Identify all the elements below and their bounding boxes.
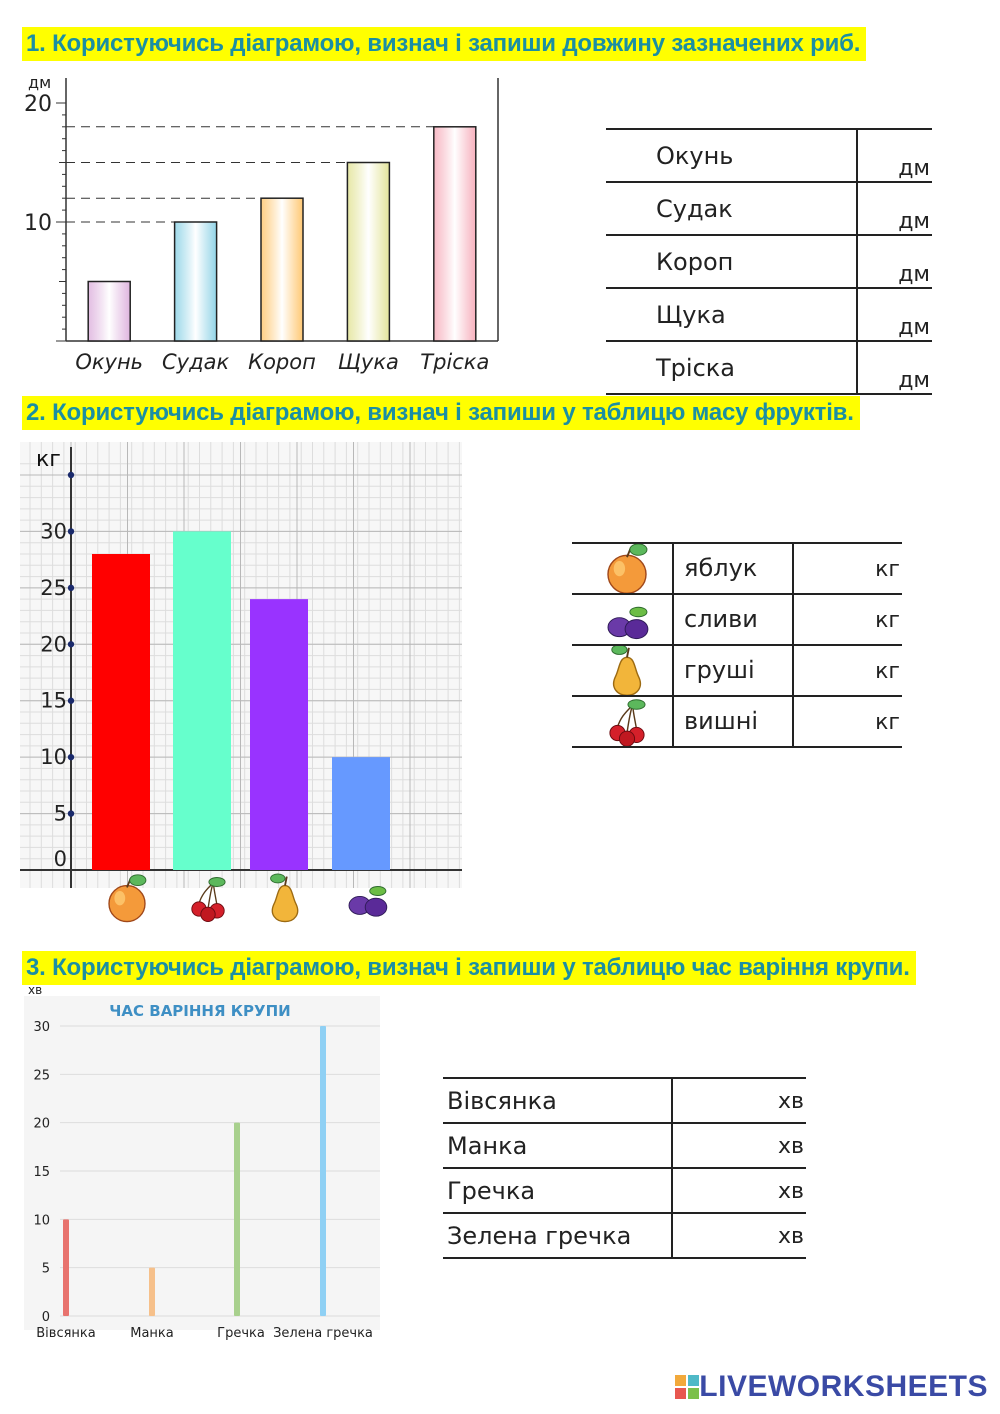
- row-name-label: сливи: [672, 595, 758, 644]
- y-tick-dot: [68, 698, 74, 704]
- y-axis-unit: кг: [36, 447, 61, 472]
- unit-label: хв: [778, 1133, 804, 1159]
- y-axis-unit: дм: [28, 73, 52, 92]
- row-name-cell: [606, 182, 857, 235]
- row-name-label: Гречка: [447, 1176, 536, 1205]
- task2-title: 2. Користуючись діаграмою, визнач і запиши у таблицю масу фруктів.: [22, 396, 860, 430]
- row-name-label: Зелена гречка: [447, 1221, 632, 1250]
- unit-label: кг: [875, 658, 900, 684]
- row-answer-cell: [793, 645, 902, 696]
- y-tick-label: 10: [24, 211, 52, 236]
- x-tick-label: Зелена гречка: [273, 1326, 373, 1341]
- bar: [88, 282, 130, 342]
- unit-label: дм: [898, 315, 930, 340]
- unit-label: хв: [778, 1088, 804, 1114]
- answer-input[interactable]: [868, 130, 932, 156]
- y-tick-label: 25: [33, 1068, 50, 1084]
- row-name-cell: [606, 235, 857, 288]
- table-row: [606, 235, 932, 288]
- table-row: [606, 341, 932, 394]
- fish-answer-table: [606, 128, 932, 395]
- table-row: [443, 1213, 806, 1258]
- x-tick-label: Вівсянка: [36, 1326, 96, 1341]
- pear-icon: [572, 646, 672, 695]
- answer-input[interactable]: [714, 1223, 778, 1249]
- cherry-icon: [572, 697, 672, 746]
- fruit-mass-chart: [20, 442, 470, 924]
- fish-length-chart: [20, 68, 500, 380]
- answer-input[interactable]: [868, 342, 932, 368]
- row-name-cell: [606, 341, 857, 394]
- y-tick-label: 20: [40, 632, 67, 657]
- bar: [347, 163, 389, 342]
- unit-label: хв: [778, 1178, 804, 1204]
- cooking-time-chart: [20, 984, 385, 1344]
- y-tick-label: 15: [40, 688, 67, 713]
- row-name-label: яблук: [672, 544, 757, 593]
- unit-label: кг: [875, 556, 900, 582]
- task1-title: 1. Користуючись діаграмою, визнач і запиши довжину зазначених риб.: [22, 27, 866, 61]
- x-tick-label: Манка: [130, 1326, 174, 1341]
- answer-input[interactable]: [868, 289, 932, 315]
- y-tick-label: 0: [53, 847, 67, 871]
- row-name-cell: [572, 543, 793, 594]
- row-name-label: Короп: [656, 247, 734, 276]
- row-answer-cell: [672, 1213, 806, 1258]
- row-name-cell: [606, 129, 857, 182]
- plum-icon: [572, 595, 672, 644]
- plum-icon: [349, 887, 387, 917]
- table-row: [443, 1078, 806, 1123]
- row-answer-cell: [857, 182, 932, 235]
- row-name-label: груші: [672, 646, 755, 695]
- row-answer-cell: [672, 1168, 806, 1213]
- chart-background: [24, 996, 380, 1330]
- x-tick-label: Окунь: [75, 350, 144, 374]
- table-row: [572, 594, 902, 645]
- answer-input[interactable]: [811, 658, 875, 684]
- table-row: [443, 1123, 806, 1168]
- row-answer-cell: [672, 1123, 806, 1168]
- bar: [261, 198, 303, 341]
- answer-input[interactable]: [714, 1088, 778, 1114]
- x-tick-label: Щука: [337, 350, 399, 374]
- y-tick-label: 5: [41, 1261, 50, 1277]
- bar: [63, 1219, 69, 1316]
- y-tick-label: 15: [33, 1165, 50, 1180]
- cereal-answer-table: [443, 1077, 806, 1259]
- row-answer-cell: [793, 543, 902, 594]
- row-name-cell: [443, 1213, 672, 1258]
- bar: [234, 1123, 240, 1316]
- y-tick-label: 10: [40, 745, 67, 770]
- answer-input[interactable]: [811, 607, 875, 633]
- row-answer-cell: [672, 1078, 806, 1123]
- unit-label: кг: [875, 709, 900, 735]
- unit-label: дм: [898, 262, 930, 287]
- row-name-label: вишні: [672, 697, 758, 746]
- bar: [92, 554, 150, 870]
- apple-icon: [572, 544, 672, 593]
- task3-title: 3. Користуючись діаграмою, визнач і запиши у таблицю час варіння крупи.: [22, 951, 916, 985]
- x-tick-label: Судак: [162, 350, 230, 374]
- y-tick-label: 30: [40, 519, 67, 544]
- bar: [434, 127, 476, 341]
- row-answer-cell: [793, 594, 902, 645]
- row-name-cell: [606, 288, 857, 341]
- bar: [173, 531, 231, 870]
- row-name-label: Щука: [656, 300, 726, 329]
- y-axis-unit: хв: [28, 984, 43, 997]
- bar: [320, 1026, 326, 1316]
- table-row: [572, 645, 902, 696]
- y-tick-label: 25: [40, 575, 67, 600]
- y-tick-dot: [68, 472, 74, 478]
- unit-label: дм: [898, 209, 930, 234]
- answer-input[interactable]: [811, 556, 875, 582]
- table-row: [443, 1168, 806, 1213]
- row-answer-cell: [857, 129, 932, 182]
- x-tick-label: Тріска: [420, 350, 490, 374]
- chart-title: ЧАС ВАРІННЯ КРУПИ: [109, 1002, 291, 1020]
- unit-label: дм: [898, 368, 930, 393]
- apple-icon: [608, 544, 647, 593]
- row-name-cell: [443, 1078, 672, 1123]
- row-answer-cell: [857, 288, 932, 341]
- row-name-label: Тріска: [656, 353, 735, 382]
- unit-label: дм: [898, 156, 930, 181]
- row-answer-cell: [793, 696, 902, 747]
- row-name-cell: [572, 645, 793, 696]
- y-tick-label: 20: [33, 1116, 50, 1132]
- y-tick-label: 30: [33, 1020, 50, 1035]
- y-tick-label: 5: [53, 801, 67, 826]
- y-tick-label: 20: [24, 92, 52, 117]
- answer-input[interactable]: [868, 183, 932, 209]
- y-tick-dot: [68, 810, 74, 816]
- plum-icon: [608, 607, 648, 638]
- liveworksheets-logo[interactable]: [675, 1370, 988, 1404]
- row-name-cell: [443, 1168, 672, 1213]
- bar: [175, 222, 217, 341]
- pear-icon: [612, 646, 641, 695]
- bar: [149, 1268, 155, 1316]
- y-tick-dot: [68, 641, 74, 647]
- live-badge-icon: [675, 1375, 699, 1399]
- x-tick-label: Короп: [248, 350, 316, 374]
- y-tick-dot: [68, 528, 74, 534]
- answer-input[interactable]: [811, 709, 875, 735]
- bar: [332, 757, 390, 870]
- answer-input[interactable]: [868, 236, 932, 262]
- row-name-cell: [572, 696, 793, 747]
- unit-label: кг: [875, 607, 900, 633]
- answer-input[interactable]: [714, 1178, 778, 1204]
- row-name-label: Манка: [447, 1131, 528, 1160]
- row-name-label: Вівсянка: [447, 1086, 557, 1115]
- y-tick-dot: [68, 754, 74, 760]
- table-row: [606, 182, 932, 235]
- bar: [250, 599, 308, 870]
- fruit-answer-table: [572, 542, 902, 748]
- x-tick-label: Гречка: [217, 1326, 265, 1341]
- row-name-cell: [572, 594, 793, 645]
- logo-text: LIVEWORKSHEETS: [699, 1370, 988, 1403]
- row-answer-cell: [857, 341, 932, 394]
- unit-label: хв: [778, 1223, 804, 1249]
- table-row: [572, 543, 902, 594]
- row-name-label: Судак: [656, 194, 733, 223]
- row-name-label: Окунь: [656, 141, 734, 170]
- answer-input[interactable]: [714, 1133, 778, 1159]
- table-row: [606, 129, 932, 182]
- y-tick-label: 0: [41, 1310, 50, 1325]
- row-answer-cell: [857, 235, 932, 288]
- cherry-icon: [610, 700, 645, 746]
- y-tick-label: 10: [33, 1213, 50, 1229]
- row-name-cell: [443, 1123, 672, 1168]
- y-tick-dot: [68, 585, 74, 591]
- table-row: [606, 288, 932, 341]
- table-row: [572, 696, 902, 747]
